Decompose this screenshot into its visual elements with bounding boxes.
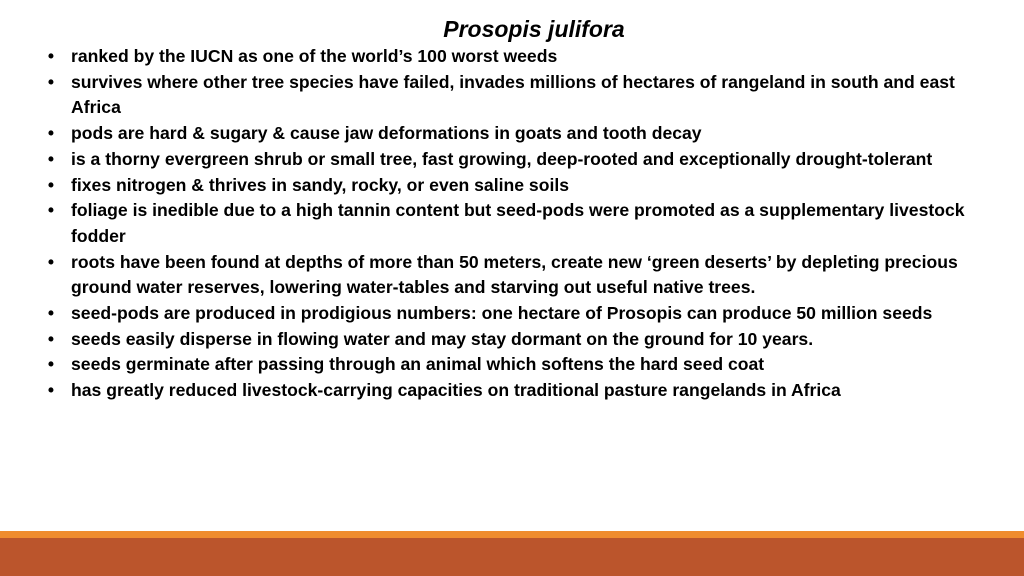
bullet-dot-icon: • [47, 380, 55, 401]
bullet-item [44, 121, 989, 147]
slide-title: Prosopis julifora [443, 16, 625, 42]
bullet-text: is a thorny evergreen shrub or small tree, fast growing, deep-rooted and exceptionally drought-tolerant [71, 148, 933, 169]
bullet-text: has greatly reduced livestock-carrying capacities on traditional pasture rangelands in Africa [71, 380, 841, 401]
bullet-text: pods are hard & sugary & cause jaw deformations in goats and tooth decay [71, 123, 702, 144]
bullet-text: ranked by the IUCN as one of the world’s 100 worst weeds [71, 46, 558, 66]
bullet-text: survives where other tree species have failed, invades millions of hectares of rangeland in south and east Africa [71, 71, 955, 118]
bullet-item [44, 173, 989, 199]
bullet-item [44, 198, 989, 249]
footer-accent-stripe [0, 531, 1024, 538]
bullet-item [44, 378, 989, 404]
bullet-dot-icon: • [47, 71, 55, 92]
footer-band [0, 538, 1024, 576]
bullet-item [44, 250, 989, 301]
bullet-dot-icon: • [47, 174, 55, 195]
bullet-item [44, 352, 989, 378]
bullet-dot-icon: • [47, 46, 55, 66]
bullet-dot-icon: • [47, 328, 55, 349]
bullet-item [44, 147, 989, 173]
bullet-dot-icon: • [47, 251, 55, 272]
bullet-dot-icon: • [47, 303, 55, 324]
bullet-text: roots have been found at depths of more than 50 meters, create new ‘green deserts’ by depleting precious ground water reserves, lowering water-tables and starving out useful native trees. [71, 251, 958, 298]
bullet-item [44, 44, 989, 70]
bullet-item [44, 301, 989, 327]
bullet-item [44, 327, 989, 353]
bullet-list [44, 44, 989, 404]
bullet-text: seeds easily disperse in flowing water and may stay dormant on the ground for 10 years. [71, 328, 814, 349]
bullet-text: seed-pods are produced in prodigious numbers: one hectare of Prosopis can produce 50 million seeds [71, 303, 933, 324]
bullet-text: seeds germinate after passing through an animal which softens the hard seed coat [71, 354, 765, 375]
bullet-item [44, 70, 989, 121]
bullet-text: foliage is inedible due to a high tannin content but seed-pods were promoted as a supplementary livestock fodder [71, 200, 965, 246]
bullet-dot-icon: • [47, 123, 55, 144]
bullet-dot-icon: • [47, 200, 55, 221]
bullet-dot-icon: • [47, 148, 55, 169]
bullet-dot-icon: • [47, 354, 55, 375]
bullet-text: fixes nitrogen & thrives in sandy, rocky, or even saline soils [71, 174, 570, 195]
